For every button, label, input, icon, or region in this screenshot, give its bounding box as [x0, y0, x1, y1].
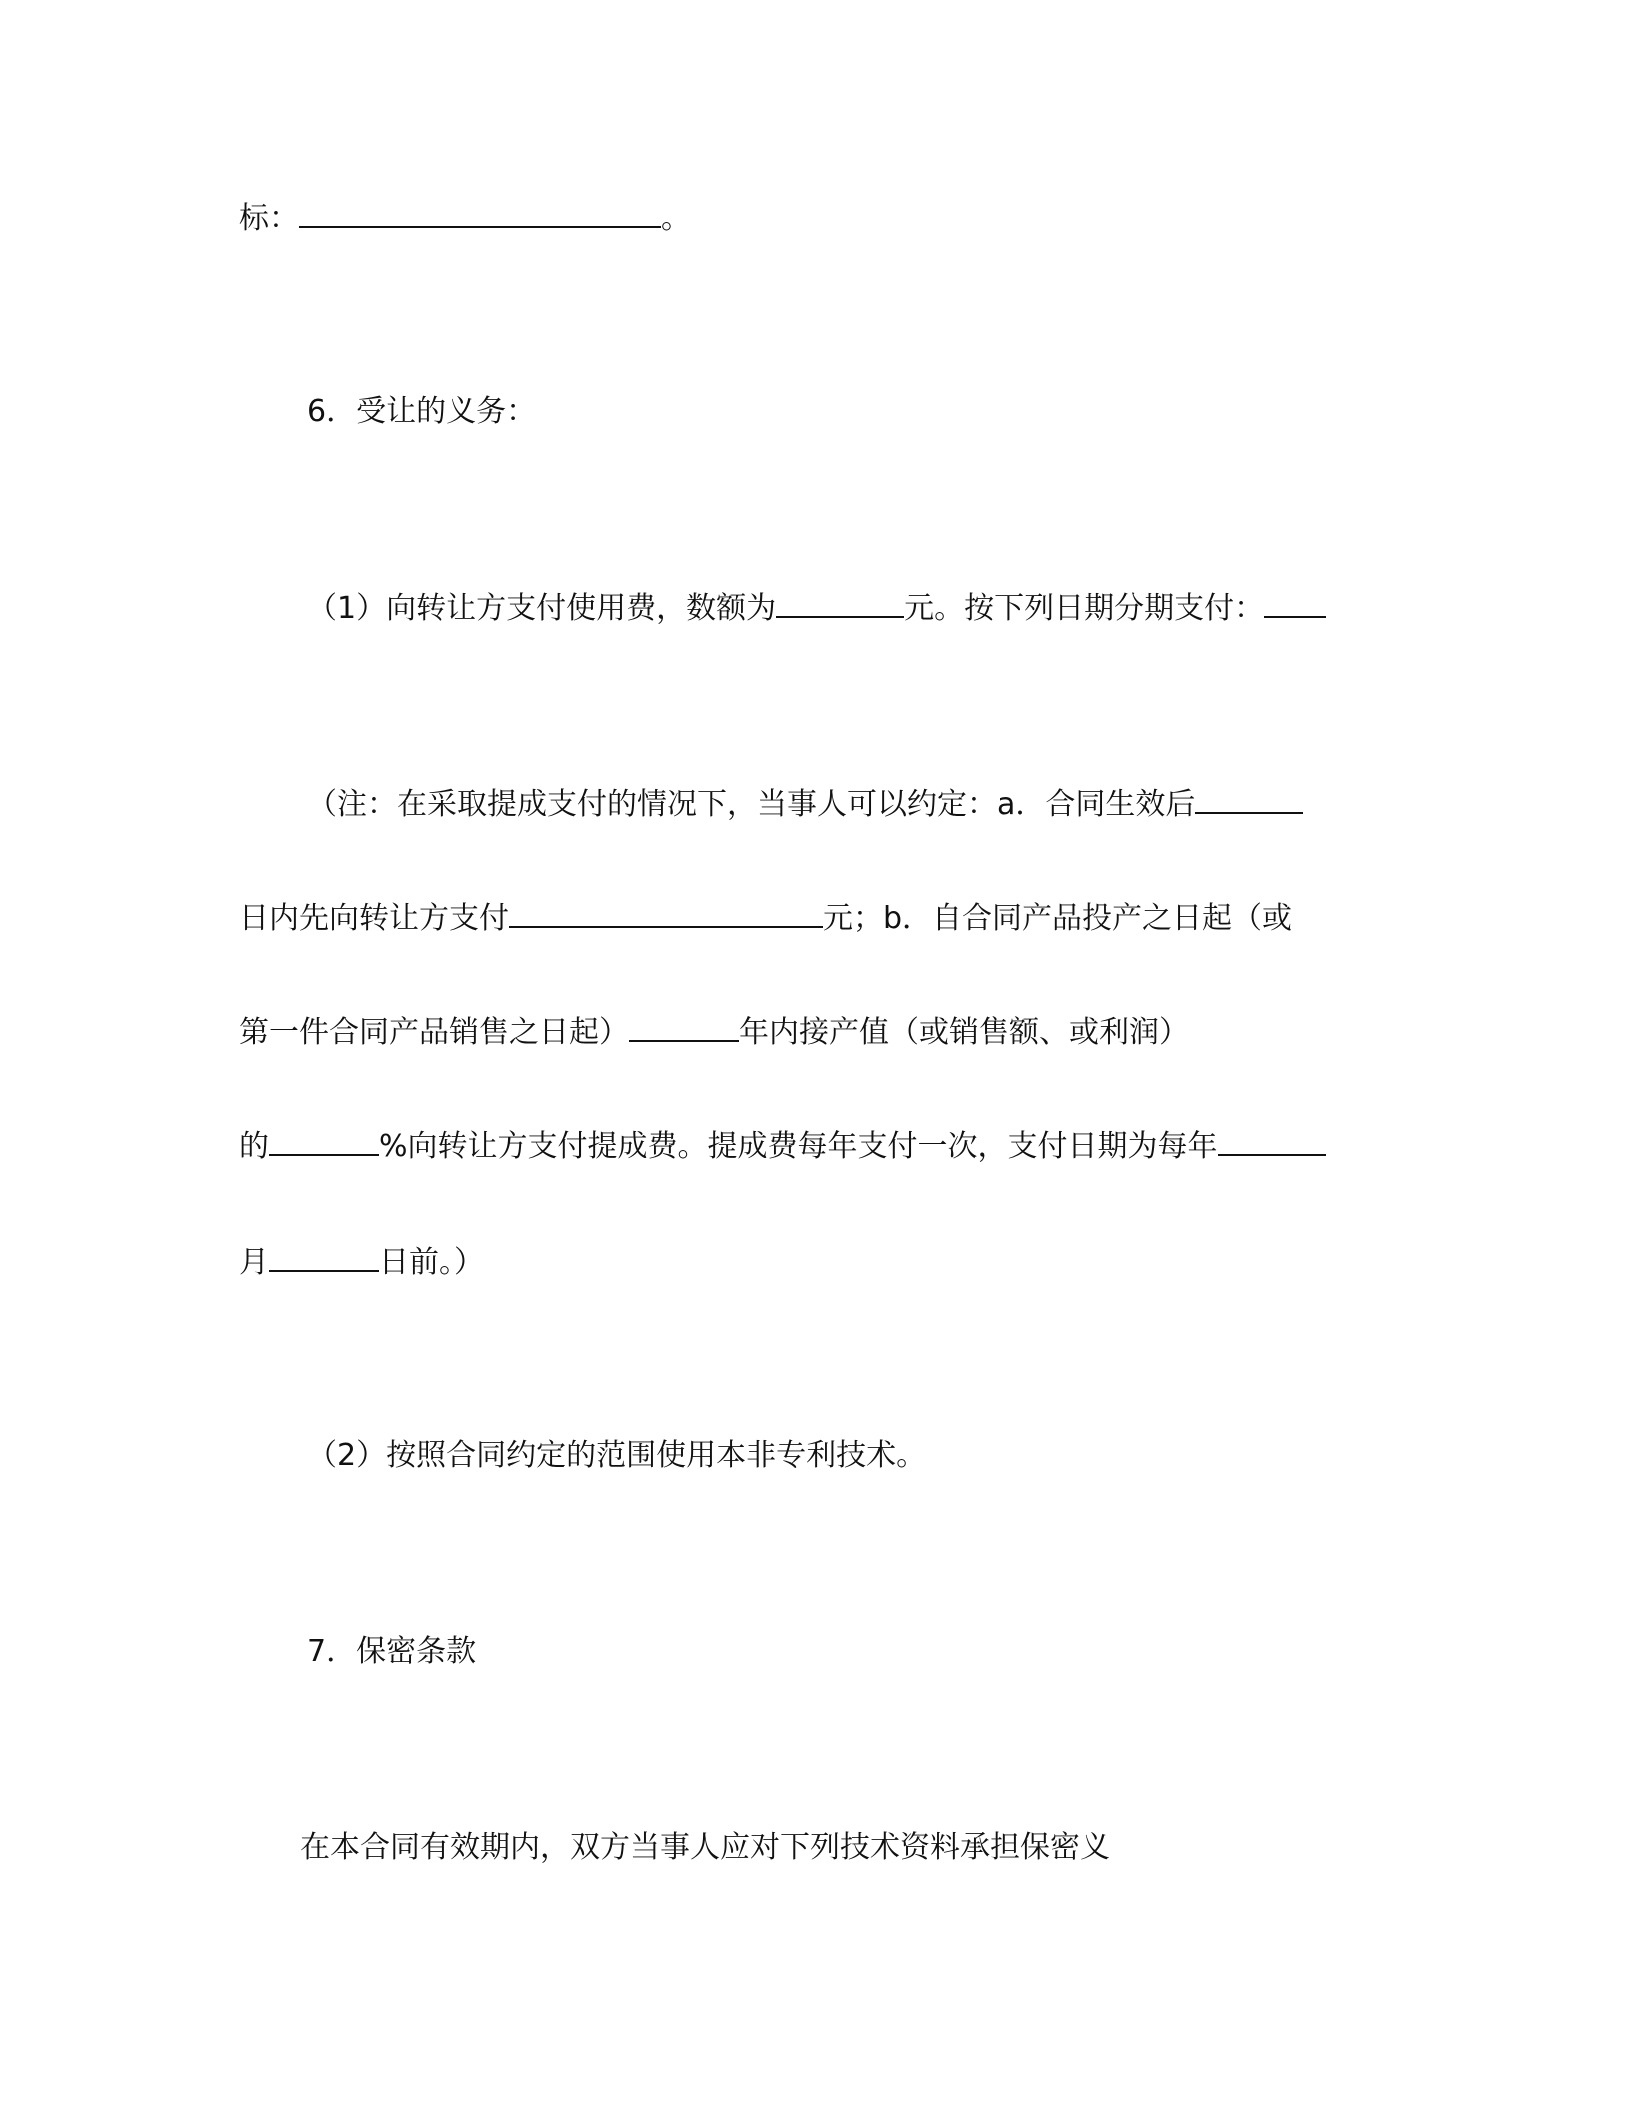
text-segment: 日内先向转让方支付 [239, 901, 509, 936]
section-7-heading [307, 1632, 476, 1672]
text-segment: 日前。） [379, 1245, 484, 1280]
text-segment: 。 [661, 201, 691, 236]
clause-line-7 [239, 1124, 1326, 1164]
clause-line-3 [307, 586, 1326, 626]
text-segment: 年内接产值（或销售额、或利润） [739, 1015, 1189, 1050]
clause-line-8 [239, 1240, 484, 1280]
text-segment: 月 [239, 1245, 269, 1280]
text-segment: %向转让方支付提成费。提成费每年支付一次，支付日期为每年 [379, 1129, 1218, 1164]
section-heading-text: 7．保密条款 [307, 1634, 477, 1669]
fill-in-blank [269, 1240, 379, 1272]
fill-in-blank [629, 1010, 739, 1042]
clause-line-11 [300, 1828, 1110, 1868]
fill-in-blank [1195, 782, 1303, 814]
text-segment: （1）向转让方支付使用费，数额为 [307, 591, 777, 626]
text-segment: 标： [239, 201, 299, 236]
fill-in-blank [776, 586, 904, 618]
fill-in-blank [299, 196, 661, 228]
clause-line-9 [307, 1436, 926, 1476]
text-segment: （注：在采取提成支付的情况下，当事人可以约定：a．合同生效后 [307, 787, 1196, 822]
clause-line-6 [239, 1010, 1189, 1050]
clause-line-5 [239, 896, 1292, 936]
text-segment: 元；b．自合同产品投产之日起（或 [823, 901, 1293, 936]
fill-in-blank [1264, 586, 1326, 618]
section-6-heading [307, 392, 536, 432]
fill-in-blank [269, 1124, 379, 1156]
text-segment: 第一件合同产品销售之日起） [239, 1015, 629, 1050]
section-heading-text: 6．受让的义务： [307, 394, 537, 429]
fill-in-blank [509, 896, 823, 928]
fill-in-blank [1218, 1124, 1326, 1156]
text-segment: 元。按下列日期分期支付： [904, 591, 1265, 626]
clause-line-1 [239, 196, 691, 236]
text-segment: 在本合同有效期内，双方当事人应对下列技术资料承担保密义 [300, 1830, 1110, 1865]
text-segment: （2）按照合同约定的范围使用本非专利技术。 [307, 1438, 927, 1473]
clause-line-4 [307, 782, 1303, 822]
text-segment: 的 [239, 1129, 269, 1164]
